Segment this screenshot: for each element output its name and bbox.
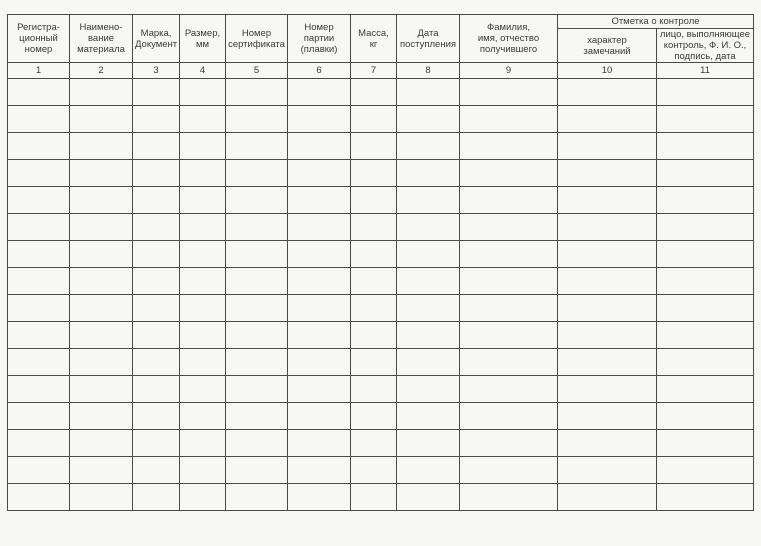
table-cell[interactable]: [351, 160, 397, 187]
table-cell[interactable]: [70, 133, 133, 160]
col-header-text: лицо, выполняющее контроль, Ф. И. О., подпись, дата: [659, 29, 751, 62]
table-cell[interactable]: [180, 403, 226, 430]
table-cell[interactable]: [288, 403, 351, 430]
table-cell[interactable]: [8, 376, 70, 403]
table-cell[interactable]: [288, 430, 351, 457]
table-cell[interactable]: [180, 484, 226, 511]
table-cell[interactable]: [397, 241, 460, 268]
table-row: [8, 349, 754, 376]
table-cell[interactable]: [180, 322, 226, 349]
table-cell[interactable]: [180, 79, 226, 106]
table-cell[interactable]: [226, 295, 288, 322]
table-cell[interactable]: [70, 214, 133, 241]
table-row: [8, 106, 754, 133]
table-cell[interactable]: [226, 484, 288, 511]
col-header-text: Масса, кг: [358, 27, 389, 50]
table-cell[interactable]: [460, 241, 558, 268]
table-cell[interactable]: [351, 133, 397, 160]
table-cell[interactable]: [226, 376, 288, 403]
table-cell[interactable]: [397, 79, 460, 106]
col-header-5: [226, 15, 288, 63]
table-cell[interactable]: [351, 376, 397, 403]
table-cell[interactable]: [460, 430, 558, 457]
table-cell[interactable]: [133, 322, 180, 349]
table-cell[interactable]: [397, 430, 460, 457]
table-cell[interactable]: [226, 268, 288, 295]
table-cell[interactable]: [226, 241, 288, 268]
table-cell[interactable]: [460, 187, 558, 214]
table-row: [8, 430, 754, 457]
table-cell[interactable]: [8, 430, 70, 457]
table-cell[interactable]: [460, 349, 558, 376]
col-header-text: Размер, мм: [184, 27, 221, 50]
col-header-text: Регистра- ционный номер: [17, 22, 60, 55]
table-cell[interactable]: [351, 268, 397, 295]
table-cell[interactable]: [397, 268, 460, 295]
table-cell[interactable]: [8, 295, 70, 322]
table-cell[interactable]: [397, 322, 460, 349]
table-cell[interactable]: [397, 376, 460, 403]
table-cell[interactable]: [558, 430, 657, 457]
table-cell[interactable]: [180, 106, 226, 133]
table-cell[interactable]: [460, 376, 558, 403]
col-header-text: характер замечаний: [583, 34, 631, 57]
register-body: [8, 79, 754, 511]
table-cell[interactable]: [397, 457, 460, 484]
table-row: [8, 376, 754, 403]
table-cell[interactable]: [558, 484, 657, 511]
table-row: [8, 295, 754, 322]
table-cell[interactable]: [351, 457, 397, 484]
table-cell[interactable]: [657, 430, 754, 457]
table-cell[interactable]: [657, 403, 754, 430]
table-cell[interactable]: [460, 133, 558, 160]
column-number: 5: [226, 63, 288, 79]
table-cell[interactable]: [397, 295, 460, 322]
table-cell[interactable]: [351, 79, 397, 106]
table-cell[interactable]: [657, 241, 754, 268]
table-cell[interactable]: [657, 214, 754, 241]
table-cell[interactable]: [351, 403, 397, 430]
table-cell[interactable]: [133, 484, 180, 511]
table-cell[interactable]: [288, 187, 351, 214]
table-cell[interactable]: [70, 349, 133, 376]
table-cell[interactable]: [226, 430, 288, 457]
table-cell[interactable]: [558, 268, 657, 295]
col-header-2: [70, 15, 133, 63]
table-cell[interactable]: [351, 349, 397, 376]
table-cell[interactable]: [70, 403, 133, 430]
table-cell[interactable]: [180, 160, 226, 187]
column-number: 3: [133, 63, 180, 79]
table-cell[interactable]: [657, 484, 754, 511]
table-row: [8, 160, 754, 187]
table-cell[interactable]: [288, 268, 351, 295]
table-row: [8, 403, 754, 430]
table-cell[interactable]: [397, 349, 460, 376]
table-cell[interactable]: [288, 295, 351, 322]
table-cell[interactable]: [70, 484, 133, 511]
table-row: [8, 187, 754, 214]
column-number: 8: [397, 63, 460, 79]
table-cell[interactable]: [657, 268, 754, 295]
column-number: 11: [657, 63, 754, 79]
table-cell[interactable]: [558, 322, 657, 349]
table-cell[interactable]: [558, 214, 657, 241]
table-cell[interactable]: [558, 106, 657, 133]
col-header-11: [657, 29, 754, 63]
col-header-6: [288, 15, 351, 63]
table-cell[interactable]: [70, 160, 133, 187]
table-cell[interactable]: [558, 160, 657, 187]
table-cell[interactable]: [226, 106, 288, 133]
table-cell[interactable]: [226, 322, 288, 349]
table-cell[interactable]: [657, 79, 754, 106]
table-row: [8, 79, 754, 106]
col-header-text: Дата поступления: [399, 27, 457, 50]
table-cell[interactable]: [70, 430, 133, 457]
col-header-8: [397, 15, 460, 63]
table-cell[interactable]: [133, 187, 180, 214]
table-cell[interactable]: [288, 214, 351, 241]
table-cell[interactable]: [8, 160, 70, 187]
table-cell[interactable]: [288, 457, 351, 484]
table-cell[interactable]: [351, 484, 397, 511]
table-cell[interactable]: [460, 79, 558, 106]
table-cell[interactable]: [180, 430, 226, 457]
table-cell[interactable]: [226, 457, 288, 484]
table-cell[interactable]: [8, 322, 70, 349]
column-number: 1: [8, 63, 70, 79]
table-cell[interactable]: [460, 268, 558, 295]
table-cell[interactable]: [8, 214, 70, 241]
table-cell[interactable]: [657, 187, 754, 214]
table-cell[interactable]: [397, 106, 460, 133]
table-cell[interactable]: [351, 295, 397, 322]
table-cell[interactable]: [288, 241, 351, 268]
table-cell[interactable]: [180, 214, 226, 241]
col-header-text: Фамилия, имя, отчество получившего: [477, 22, 540, 55]
table-cell[interactable]: [397, 160, 460, 187]
table-cell[interactable]: [133, 430, 180, 457]
table-cell[interactable]: [180, 241, 226, 268]
table-cell[interactable]: [460, 322, 558, 349]
column-number: 2: [70, 63, 133, 79]
table-cell[interactable]: [133, 160, 180, 187]
table-cell[interactable]: [460, 295, 558, 322]
materials-register-table: [7, 14, 754, 511]
table-cell[interactable]: [133, 457, 180, 484]
table-cell[interactable]: [351, 106, 397, 133]
table-cell[interactable]: [288, 349, 351, 376]
table-cell[interactable]: [397, 484, 460, 511]
table-cell[interactable]: [351, 214, 397, 241]
table-cell[interactable]: [8, 187, 70, 214]
col-header-1: [8, 15, 70, 63]
table-cell[interactable]: [558, 79, 657, 106]
col-header-7: [351, 15, 397, 63]
table-cell[interactable]: [460, 457, 558, 484]
table-cell[interactable]: [8, 241, 70, 268]
column-number: 6: [288, 63, 351, 79]
table-cell[interactable]: [70, 187, 133, 214]
table-cell[interactable]: [8, 403, 70, 430]
table-row: [8, 322, 754, 349]
table-cell[interactable]: [8, 133, 70, 160]
table-cell[interactable]: [558, 187, 657, 214]
col-header-3: [133, 15, 180, 63]
table-cell[interactable]: [460, 214, 558, 241]
table-cell[interactable]: [288, 133, 351, 160]
table-cell[interactable]: [558, 241, 657, 268]
table-cell[interactable]: [397, 133, 460, 160]
table-cell[interactable]: [133, 403, 180, 430]
column-number-row: [8, 63, 754, 79]
table-cell[interactable]: [180, 187, 226, 214]
table-cell[interactable]: [70, 295, 133, 322]
table-row: [8, 268, 754, 295]
table-row: [8, 133, 754, 160]
table-cell[interactable]: [226, 187, 288, 214]
table-cell[interactable]: [558, 295, 657, 322]
table-cell[interactable]: [70, 322, 133, 349]
table-cell[interactable]: [558, 349, 657, 376]
table-cell[interactable]: [8, 79, 70, 106]
control-mark-group-header: Отметка о контроле: [558, 15, 754, 29]
table-cell[interactable]: [657, 322, 754, 349]
table-cell[interactable]: [180, 376, 226, 403]
table-cell[interactable]: [397, 403, 460, 430]
col-header-text: Номер сертификата: [228, 27, 285, 50]
table-cell[interactable]: [133, 79, 180, 106]
table-cell[interactable]: [70, 79, 133, 106]
table-cell[interactable]: [133, 214, 180, 241]
table-cell[interactable]: [657, 133, 754, 160]
table-cell[interactable]: [288, 79, 351, 106]
table-cell[interactable]: [8, 457, 70, 484]
table-cell[interactable]: [657, 349, 754, 376]
column-number: 9: [460, 63, 558, 79]
table-row: [8, 484, 754, 511]
table-cell[interactable]: [558, 376, 657, 403]
table-cell[interactable]: [288, 160, 351, 187]
table-cell[interactable]: [8, 349, 70, 376]
table-cell[interactable]: [657, 295, 754, 322]
table-cell[interactable]: [133, 268, 180, 295]
table-cell[interactable]: [397, 187, 460, 214]
table-cell[interactable]: [70, 106, 133, 133]
table-cell[interactable]: [133, 133, 180, 160]
table-cell[interactable]: [558, 403, 657, 430]
table-cell[interactable]: [460, 403, 558, 430]
table-cell[interactable]: [558, 457, 657, 484]
table-cell[interactable]: [351, 430, 397, 457]
table-cell[interactable]: [226, 160, 288, 187]
col-header-text: Наимено- вание материала: [77, 22, 125, 55]
col-header-text: Марка, Документ: [135, 27, 178, 50]
table-row: [8, 241, 754, 268]
table-cell[interactable]: [226, 403, 288, 430]
table-cell[interactable]: [460, 160, 558, 187]
table-cell[interactable]: [70, 268, 133, 295]
table-cell[interactable]: [70, 241, 133, 268]
table-cell[interactable]: [657, 106, 754, 133]
table-cell[interactable]: [226, 349, 288, 376]
table-cell[interactable]: [288, 376, 351, 403]
column-number: 7: [351, 63, 397, 79]
table-cell[interactable]: [70, 457, 133, 484]
table-cell[interactable]: [180, 133, 226, 160]
table-cell[interactable]: [133, 376, 180, 403]
table-cell[interactable]: [657, 160, 754, 187]
col-header-text: Номер партии (плавки): [300, 22, 338, 55]
table-cell[interactable]: [226, 214, 288, 241]
table-cell[interactable]: [351, 241, 397, 268]
table-cell[interactable]: [657, 376, 754, 403]
table-cell[interactable]: [351, 187, 397, 214]
table-cell[interactable]: [657, 457, 754, 484]
table-row: [8, 457, 754, 484]
table-cell[interactable]: [180, 457, 226, 484]
table-cell[interactable]: [226, 79, 288, 106]
column-number: 10: [558, 63, 657, 79]
table-cell[interactable]: [180, 295, 226, 322]
column-number: 4: [180, 63, 226, 79]
table-cell[interactable]: [288, 322, 351, 349]
table-cell[interactable]: [8, 268, 70, 295]
table-cell[interactable]: [558, 133, 657, 160]
col-header-4: [180, 15, 226, 63]
table-row: [8, 214, 754, 241]
table-cell[interactable]: [133, 241, 180, 268]
col-header-9: [460, 15, 558, 63]
table-cell[interactable]: [226, 133, 288, 160]
table-cell[interactable]: [180, 349, 226, 376]
table-cell[interactable]: [133, 106, 180, 133]
table-cell[interactable]: [133, 295, 180, 322]
table-cell[interactable]: [460, 484, 558, 511]
col-header-10: [558, 29, 657, 63]
table-cell[interactable]: [133, 349, 180, 376]
table-cell[interactable]: [8, 106, 70, 133]
table-cell[interactable]: [180, 268, 226, 295]
table-cell[interactable]: [460, 106, 558, 133]
table-cell[interactable]: [8, 484, 70, 511]
table-cell[interactable]: [288, 106, 351, 133]
table-cell[interactable]: [70, 376, 133, 403]
table-cell[interactable]: [397, 214, 460, 241]
table-cell[interactable]: [288, 484, 351, 511]
table-cell[interactable]: [351, 322, 397, 349]
